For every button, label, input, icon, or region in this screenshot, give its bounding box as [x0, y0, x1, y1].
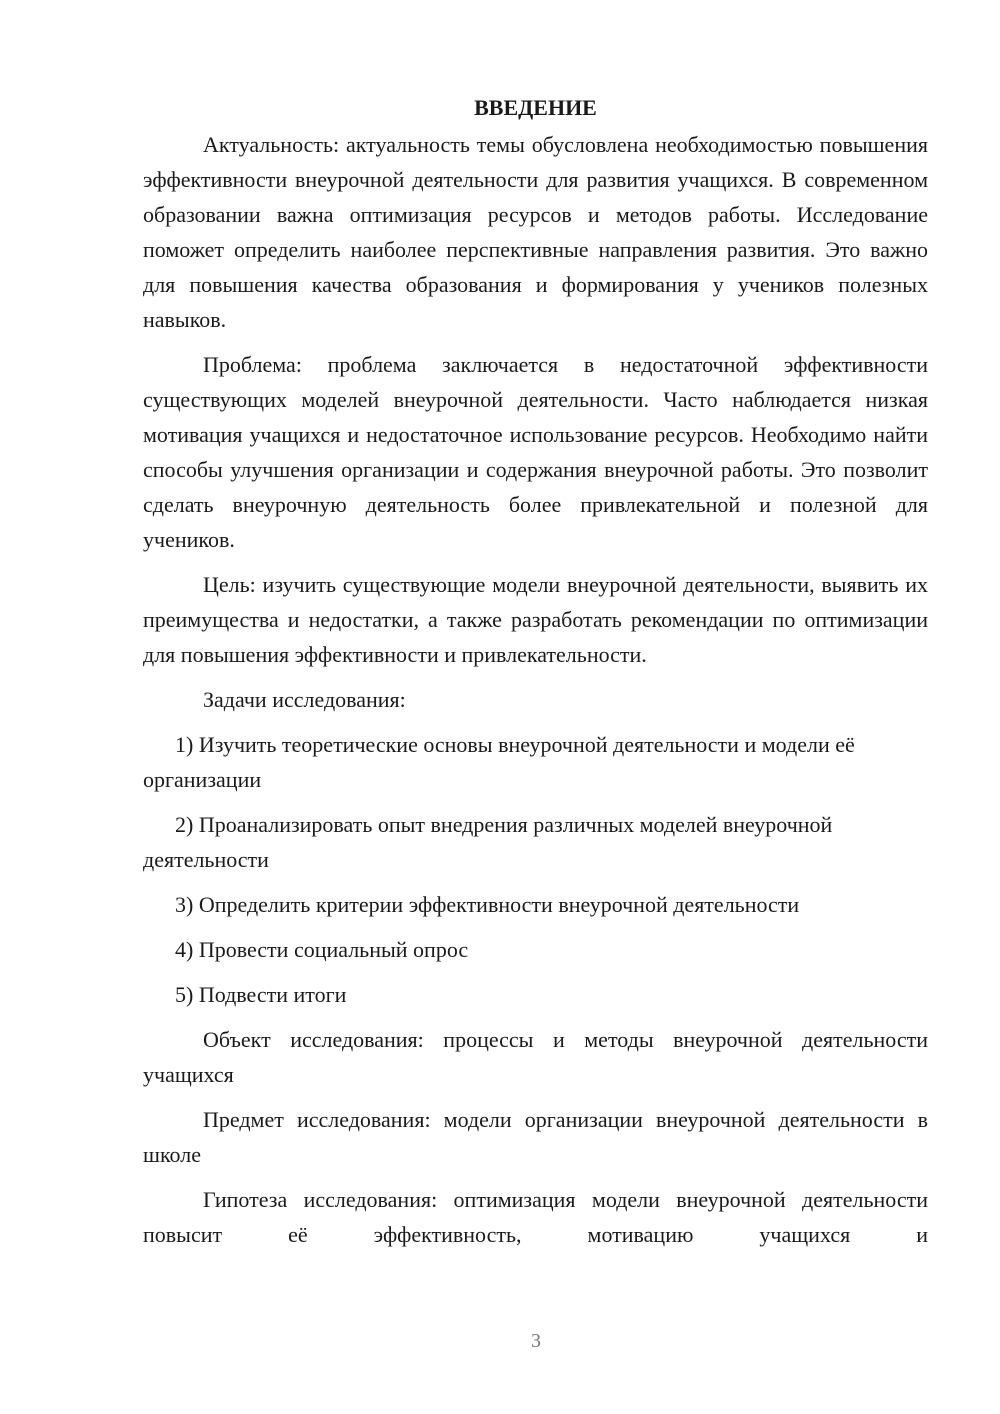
- relevance-paragraph: Актуальность: актуальность темы обусловлена необходимостью повышения эффективности внеурочной деятельности для развития учащихся. В современном образовании важна оптимизация ресурсов и методов работы. Исследование поможет определить наиболее перспективные направления развития. Это важно для повышения качества образования и формирования у учеников полезных навыков.: [143, 132, 928, 332]
- task-item-1: 1) Изучить теоретические основы внеурочной деятельности и модели её организации: [143, 732, 855, 792]
- task-item-4: 4) Провести социальный опрос: [175, 937, 469, 962]
- task-item-5: 5) Подвести итоги: [175, 982, 347, 1007]
- problem-paragraph: Проблема: проблема заключается в недостаточной эффективности существующих моделей внеурочной деятельности. Часто наблюдается низкая мотивация учащихся и недостаточное использование ресурсов. Необходимо найти способы улучшения организации и содержания внеурочной работы. Это позволит сделать внеурочную деятельность более привлекательной и полезной для учеников.: [143, 352, 928, 552]
- object-paragraph: Объект исследования: процессы и методы внеурочной деятельности учащихся: [143, 1027, 928, 1087]
- task-item-3: 3) Определить критерии эффективности внеурочной деятельности: [175, 892, 800, 917]
- document-page: [143, 90, 928, 1252]
- hypothesis-paragraph: Гипотеза исследования: оптимизация модели внеурочной деятельности повысит её эффективность, мотивацию учащихся и: [143, 1187, 928, 1247]
- page-number: 3: [531, 1330, 541, 1352]
- task-item-2: 2) Проанализировать опыт внедрения различных моделей внеурочной деятельности: [143, 812, 833, 872]
- goal-paragraph: Цель: изучить существующие модели внеурочной деятельности, выявить их преимущества и недостатки, а также разработать рекомендации по оптимизации для повышения эффективности и привлекательности.: [143, 572, 928, 667]
- subject-paragraph: Предмет исследования: модели организации внеурочной деятельности в школе: [143, 1107, 928, 1167]
- tasks-title: Задачи исследования:: [203, 687, 406, 712]
- section-heading: ВВЕДЕНИЕ: [474, 95, 597, 120]
